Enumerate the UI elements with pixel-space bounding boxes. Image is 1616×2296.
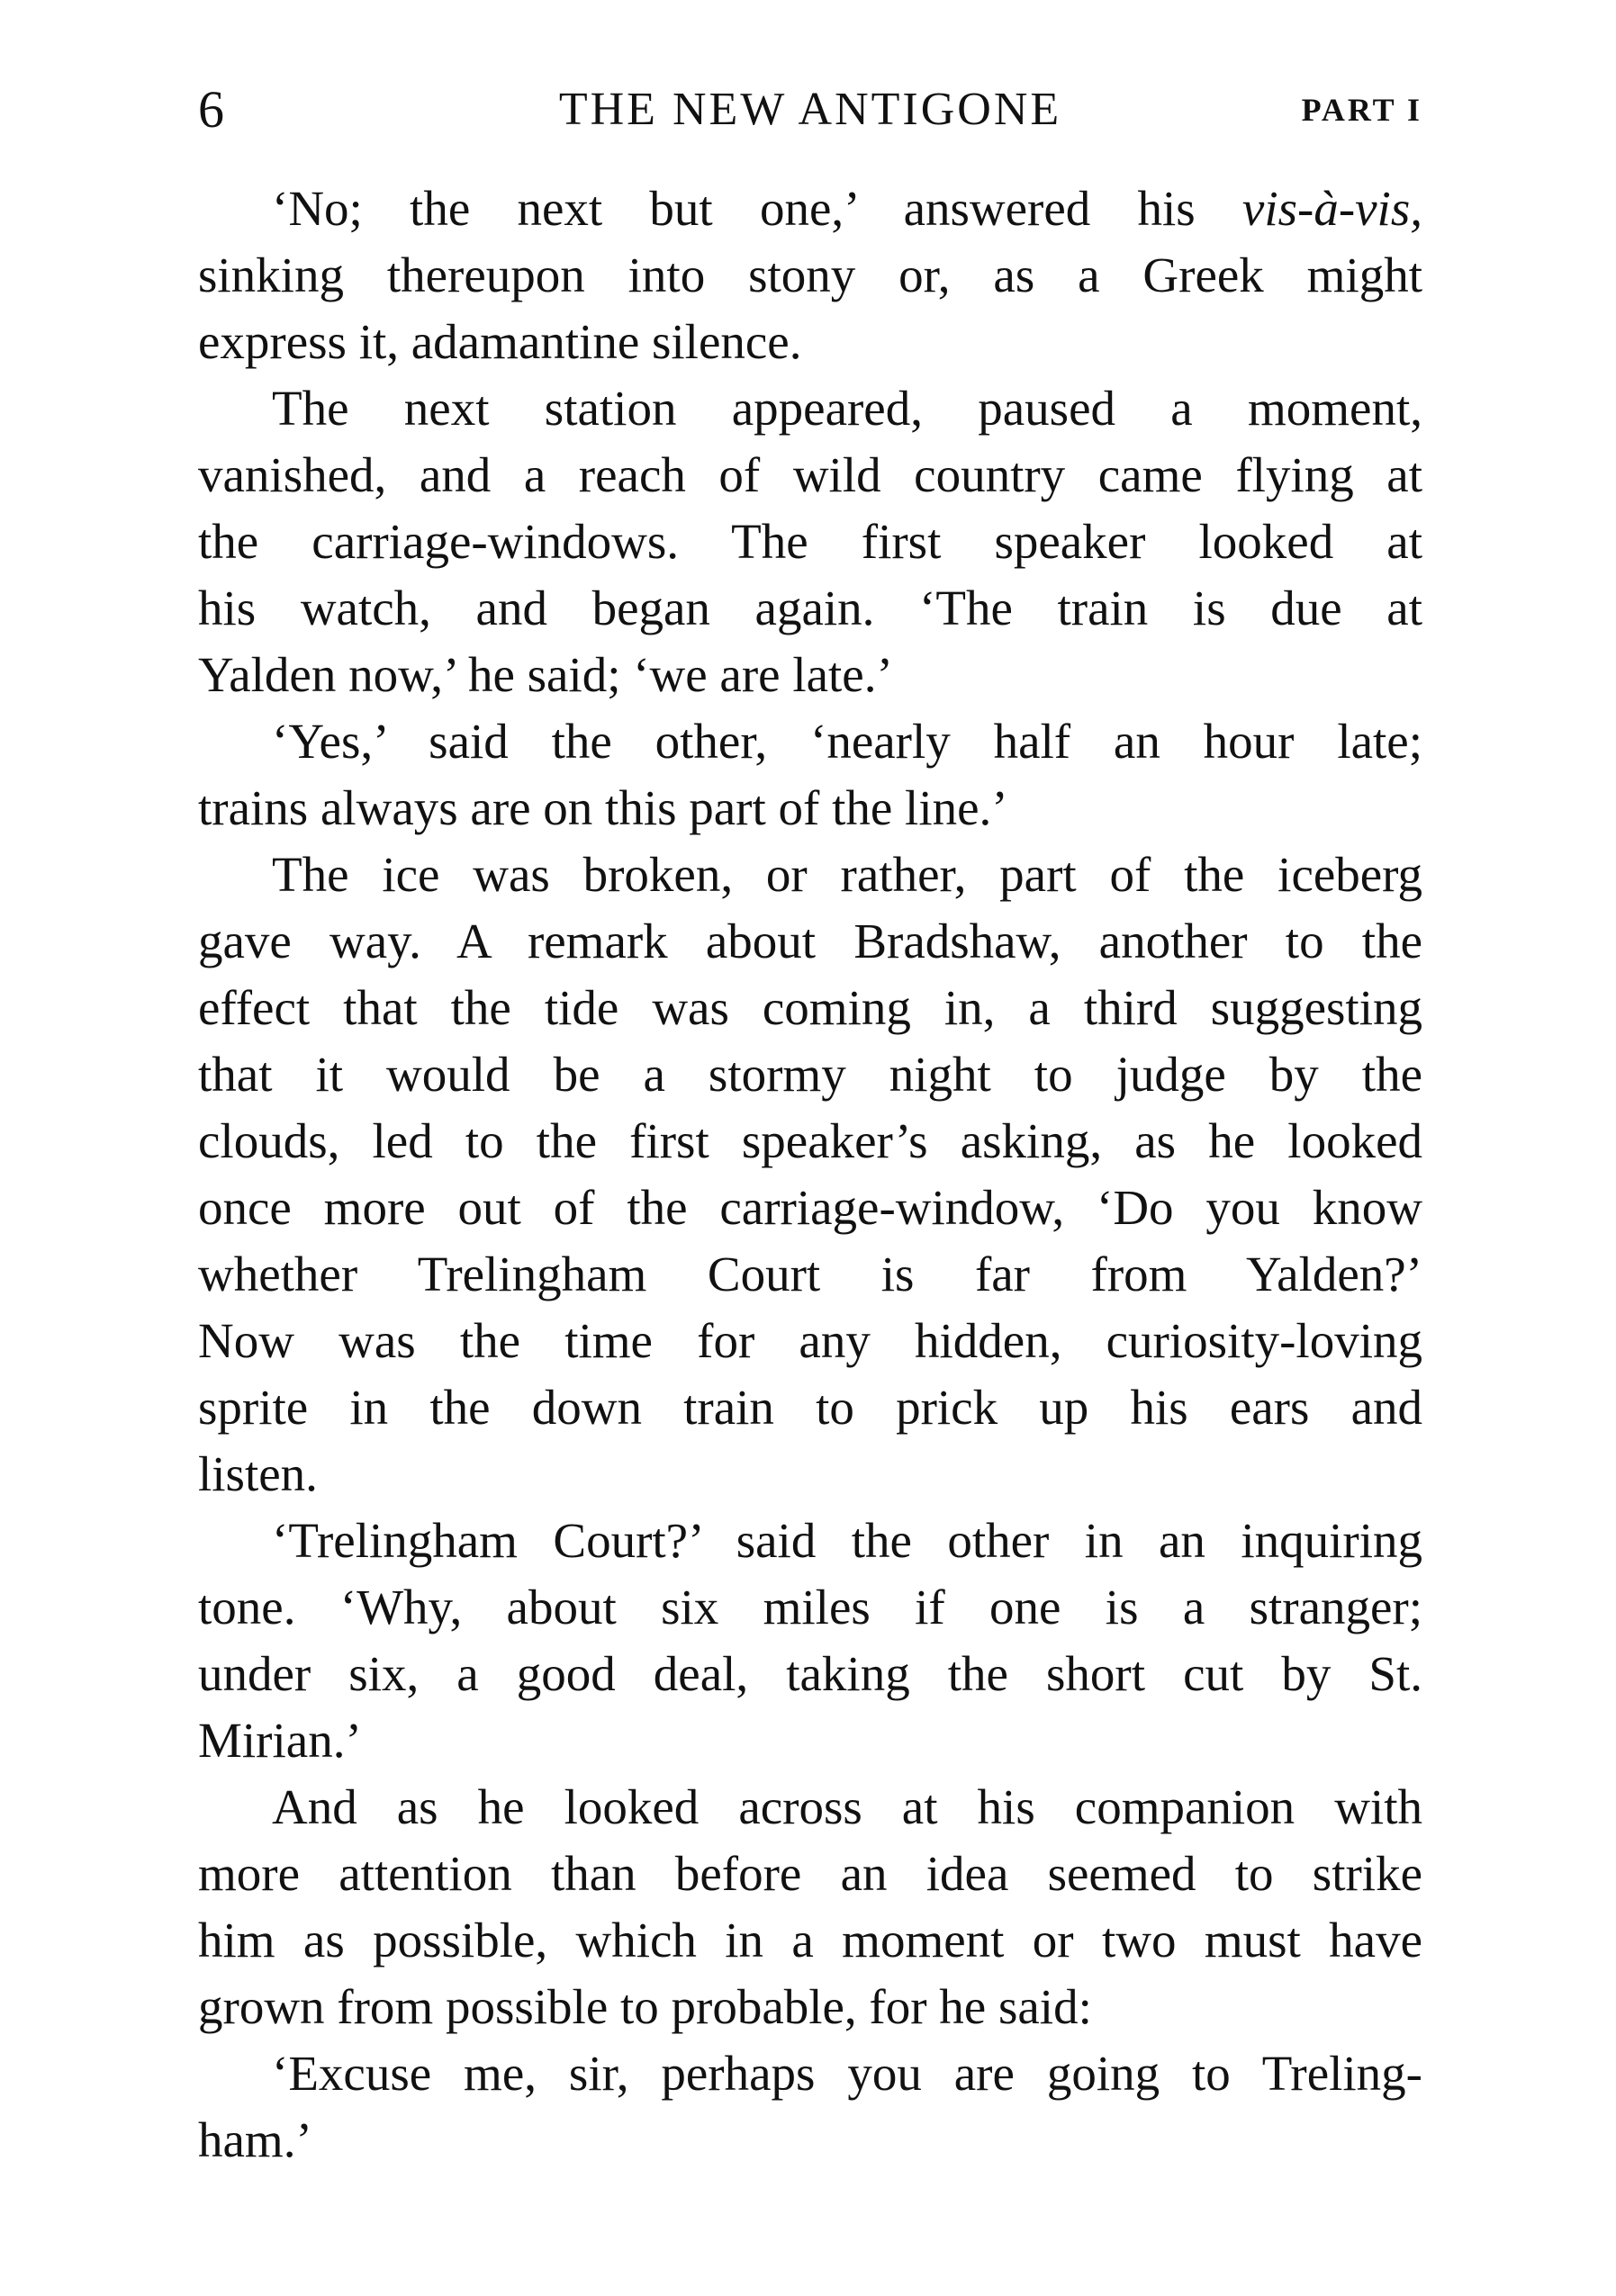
page-header bbox=[198, 74, 1422, 146]
text-line: The next station appeared, paused a moment, bbox=[272, 381, 1422, 436]
text-line: effect that the tide was coming in, a third suggesting bbox=[198, 980, 1422, 1035]
text-line: his watch, and began again. ‘The train is due at bbox=[198, 581, 1422, 635]
text-line: sprite in the down train to prick up his ears and bbox=[198, 1380, 1422, 1435]
text-line: listen. bbox=[198, 1446, 318, 1501]
paragraph bbox=[198, 708, 1422, 842]
text-line: The ice was broken, or rather, part of the iceberg bbox=[272, 847, 1422, 902]
text-line: gave way. A remark about Bradshaw, another to the bbox=[198, 914, 1422, 968]
text-line: And as he looked across at his companion with bbox=[272, 1779, 1422, 1834]
text-line: sinking thereupon into stony or, as a Greek might bbox=[198, 248, 1422, 302]
paragraph bbox=[198, 2040, 1422, 2174]
running-title: THE NEW ANTIGONE bbox=[558, 84, 1062, 135]
part-label: PART I bbox=[1301, 92, 1422, 128]
text-line: vanished, and a reach of wild country came flying at bbox=[198, 447, 1422, 502]
text-line: Yalden now,’ he said; ‘we are late.’ bbox=[198, 647, 893, 702]
body-text bbox=[198, 176, 1422, 2174]
text-line-roman: ‘No; the next but one,’ answered his bbox=[272, 181, 1242, 236]
text-line: more attention than before an idea seemed to strike bbox=[198, 1846, 1422, 1901]
paragraph bbox=[198, 176, 1422, 375]
text-line: grown from possible to probable, for he said: bbox=[198, 1979, 1092, 2034]
text-line: that it would be a stormy night to judge by the bbox=[198, 1047, 1422, 1102]
text-line: ham.’ bbox=[198, 2112, 312, 2167]
text-line: him as possible, which in a moment or two must have bbox=[198, 1913, 1422, 1967]
text-line: ‘Trelingham Court?’ said the other in an inquiring bbox=[272, 1513, 1422, 1568]
text-line: under six, a good deal, taking the short cut by St. bbox=[198, 1646, 1422, 1701]
paragraph bbox=[198, 375, 1422, 708]
text-line: whether Trelingham Court is far from Yalden?’ bbox=[198, 1247, 1422, 1301]
text-line: Mirian.’ bbox=[198, 1713, 362, 1768]
text-line: tone. ‘Why, about six miles if one is a stranger; bbox=[198, 1580, 1422, 1634]
text-line: Now was the time for any hidden, curiosity-loving bbox=[198, 1313, 1422, 1368]
text-line: once more out of the carriage-window, ‘Do you know bbox=[198, 1180, 1422, 1235]
text-line bbox=[198, 176, 1422, 242]
text-line: ‘Excuse me, sir, perhaps you are going to Treling- bbox=[272, 2046, 1422, 2101]
paragraph bbox=[198, 842, 1422, 1508]
text-line: clouds, led to the first speaker’s asking, as he looked bbox=[198, 1113, 1422, 1168]
text-line: ‘Yes,’ said the other, ‘nearly half an hour late; bbox=[272, 714, 1422, 769]
paragraph bbox=[198, 1508, 1422, 1774]
text-line: the carriage-windows. The first speaker looked at bbox=[198, 514, 1422, 569]
text-line-italic: vis-à-vis, bbox=[1241, 181, 1422, 236]
text-line: trains always are on this part of the line.’ bbox=[198, 780, 1008, 835]
page-number: 6 bbox=[198, 80, 224, 139]
paragraph bbox=[198, 1774, 1422, 2040]
text-line: express it, adamantine silence. bbox=[198, 314, 802, 369]
